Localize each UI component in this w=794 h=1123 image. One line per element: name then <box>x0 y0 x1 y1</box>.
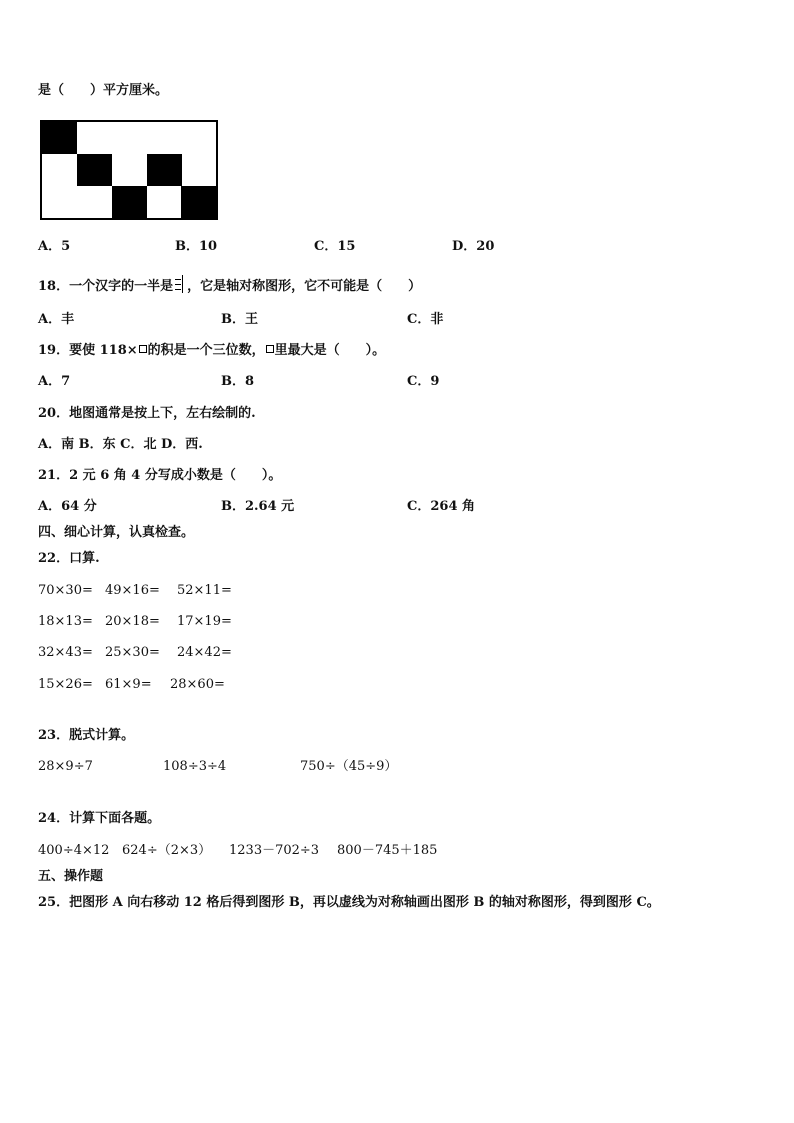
q18-option-b: B．王 <box>221 312 258 327</box>
q21-option-b: B．2.64 元 <box>221 499 295 514</box>
q23-stem: 23．脱式计算。 <box>38 728 135 743</box>
q17-stem-tail: 是（ ）平方厘米。 <box>38 83 169 98</box>
oral-calc-item: 70×30= <box>38 583 93 598</box>
oral-calc-item: 24×42= <box>177 645 232 660</box>
section-4-heading: 四、细心计算，认真检查。 <box>38 525 195 540</box>
oral-calc-item: 32×43= <box>38 645 93 660</box>
oral-calc-item: 49×16= <box>105 583 160 598</box>
section-5-heading: 五、操作题 <box>38 869 104 884</box>
q24-stem: 24．计算下面各题。 <box>38 811 161 826</box>
oral-calc-item: 20×18= <box>105 614 160 629</box>
q18-option-a: A．丰 <box>38 312 75 327</box>
q18-stem-after: ，它是轴对称图形，它不可能是（ ） <box>187 279 422 294</box>
q19-stem-after: 里最大是（ ）。 <box>274 343 386 358</box>
calc-item: 1233－702÷3 <box>229 843 320 858</box>
oral-calc-item: 15×26= <box>38 677 93 692</box>
calc-item: 800－745＋185 <box>337 843 438 858</box>
q21-option-a: A．64 分 <box>38 499 97 514</box>
q17-grid-figure <box>40 120 218 220</box>
q20-stem: 20．地图通常是按上下，左右绘制的. <box>38 406 256 421</box>
half-character-glyph <box>175 275 185 293</box>
stepwise-calc-item: 108÷3÷4 <box>163 759 227 774</box>
oral-calc-item: 28×60= <box>170 677 225 692</box>
shaded-square <box>147 154 182 186</box>
q18-stem <box>38 275 421 296</box>
q22-stem: 22．口算. <box>38 551 100 566</box>
q19-option-b: B．8 <box>221 374 255 389</box>
q17-option-b: B．10 <box>175 239 218 254</box>
shaded-square <box>77 154 112 186</box>
calc-item: 400÷4×12 <box>38 843 110 858</box>
calc-item: 624÷（2×3） <box>122 843 212 858</box>
q20-options: A．南 B．东 C．北 D．西. <box>38 437 203 452</box>
blank-box-icon <box>139 345 147 353</box>
shaded-square <box>42 122 77 154</box>
q17-option-a: A．5 <box>38 239 71 254</box>
q25-stem: 25．把图形 A 向右移动 12 格后得到图形 B，再以虚线为对称轴画出图形 B 的轴对称图形，得到图形 C。 <box>38 895 660 910</box>
q18-stem-before: 18．一个汉字的一半是 <box>38 279 174 294</box>
shaded-square <box>112 186 147 218</box>
q19-stem-before: 19．要使 118× <box>38 343 138 358</box>
q19-option-c: C．9 <box>407 374 440 389</box>
q17-option-c: C．15 <box>314 239 356 254</box>
stepwise-calc-item: 28×9÷7 <box>38 759 93 774</box>
q18-option-c: C．非 <box>407 312 444 327</box>
oral-calc-item: 25×30= <box>105 645 160 660</box>
shaded-square <box>181 186 216 218</box>
q19-stem <box>38 342 385 360</box>
stepwise-calc-item: 750÷（45÷9） <box>300 759 398 774</box>
oral-calc-item: 61×9= <box>105 677 152 692</box>
q21-option-c: C．264 角 <box>407 499 476 514</box>
q19-stem-mid: 的积是一个三位数， <box>147 343 265 358</box>
q19-option-a: A．7 <box>38 374 71 389</box>
q21-stem: 21．2 元 6 角 4 分写成小数是（ ）。 <box>38 468 282 483</box>
oral-calc-item: 17×19= <box>177 614 232 629</box>
oral-calc-item: 18×13= <box>38 614 93 629</box>
oral-calc-item: 52×11= <box>177 583 232 598</box>
blank-box-icon <box>266 345 274 353</box>
q17-option-d: D．20 <box>452 239 495 254</box>
